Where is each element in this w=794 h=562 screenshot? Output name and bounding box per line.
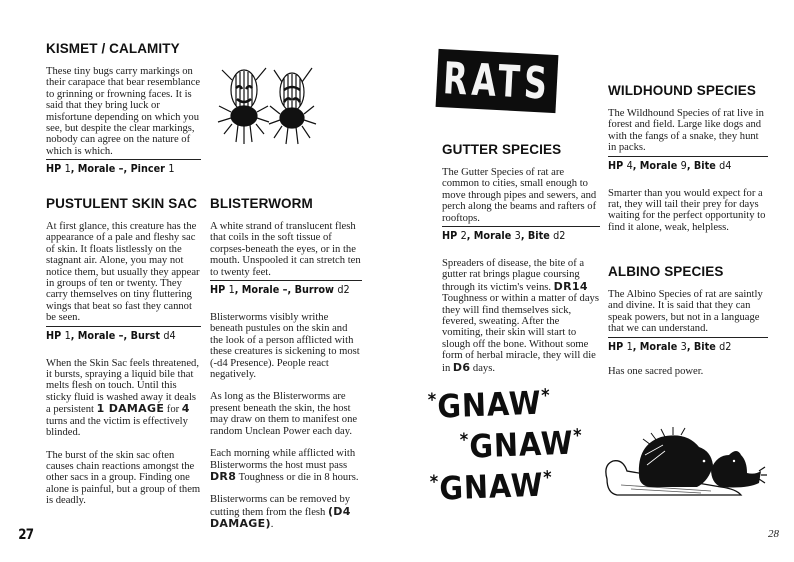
wildhound-description: The Wildhound Species of rat live in forest and field. Large like dogs and with the fangs of a snake, they hunt in packs.	[608, 108, 764, 154]
gnaw-text-2: *GNAW*	[459, 423, 583, 466]
page-right	[397, 0, 794, 562]
kismet-description: These tiny bugs carry markings on their carapace that bear resemblance to grinning or frowning faces. It is said that they bring luck or misfortune depending on which you see, but despite the clear markings, nobody can agree on the nature of which is which.	[46, 66, 201, 157]
kismet-title: KISMET / CALAMITY	[46, 41, 180, 56]
skin-sac-stats: HP 1, Morale –, Burst d4	[46, 328, 176, 342]
albino-title: ALBINO SPECIES	[608, 264, 724, 279]
rat-icon	[601, 425, 776, 500]
rats-logo	[436, 49, 559, 113]
blisterworm-para-2: As long as the Blisterworms are present beneath the skin, the host may draw on them to manifest one random Unclean Power each day.	[210, 391, 358, 437]
gutter-description: The Gutter Species of rat are common to cities, small enough to move through pipes and sewers, and perch along the beams and rafters of rooftops.	[442, 167, 597, 224]
blisterworm-title: BLISTERWORM	[210, 196, 313, 211]
creature-skin-sac	[46, 196, 201, 507]
blisterworm-stats: HP 1, Morale –, Burrow d2	[210, 283, 350, 297]
blisterworm-para-3: Each morning while afflicted with Blisterworms the host must pass DR8 Toughness or die in 8 hours.	[210, 448, 359, 483]
creature-gutter-rat	[442, 142, 600, 374]
page-number-left: 27	[18, 527, 34, 543]
rats-logo-text: RATS	[441, 52, 553, 110]
stat-divider	[46, 326, 201, 327]
creature-albino-rat	[608, 264, 768, 377]
stat-divider	[608, 156, 768, 157]
skin-sac-description: At first glance, this creature has the appearance of a pale and fleshy sac of skin. It floats listlessly on the stagnant air. Alone, you may not notice them, but usually they appear in groups of ten or twenty. They carry themselves on tiny fluttering wings that beat so fast they cannot be seen.	[46, 221, 200, 324]
gnaw-text-3: *GNAW*	[429, 465, 553, 508]
albino-para: Has one sacred power.	[608, 365, 704, 377]
gnaw-text-1: *GNAW*	[427, 383, 551, 426]
skin-sac-burst-text: When the Skin Sac feels threatened, it bursts, spraying a liquid bile that melts flesh on touch. Until this sticky fluid is washed away it deals a persistent 1 DAMAGE for 4 turns and the victim is effectively blinded.	[46, 357, 199, 439]
gutter-title: GUTTER SPECIES	[442, 142, 562, 157]
creature-kismet	[46, 41, 201, 176]
blisterworm-para-4: Blisterworms can be removed by cutting them from the flesh (D4 DAMAGE).	[210, 494, 351, 531]
blisterworm-description: A white strand of translucent flesh that coils in the soft tissue of corpses-beneath the eyes, or in the mouth. Unspooled it can stretch ten to twenty feet.	[210, 221, 361, 278]
skin-sac-title: PUSTULENT SKIN SAC	[46, 196, 198, 211]
stat-divider	[46, 159, 201, 160]
stat-divider	[442, 226, 600, 227]
stat-divider	[210, 280, 362, 281]
wildhound-stats: HP 4, Morale 9, Bite d4	[608, 158, 732, 172]
kismet-stats: HP 1, Morale –, Pincer 1	[46, 162, 175, 176]
rats-illustration	[601, 425, 776, 500]
blisterworm-para-1: Blisterworms visibly writhe beneath pustules on the skin and the look of a person afflicted with these creatures is sickening to most (-d4 Presence). People react negatively.	[210, 312, 360, 381]
stat-divider	[608, 337, 768, 338]
gutter-stats: HP 2, Morale 3, Bite d2	[442, 229, 566, 243]
albino-stats: HP 1, Morale 3, Bite d2	[608, 339, 732, 353]
creature-blisterworm	[210, 196, 362, 531]
wildhound-para: Smarter than you would expect for a rat, they will tail their prey for days waiting for the perfect opportunity to find it alone, weak, helpless.	[608, 187, 766, 233]
albino-description: The Albino Species of rat are saintly and divine. It is said that they can speak powers, but not in a language that we can understand.	[608, 289, 763, 335]
beetle-icon	[214, 62, 322, 152]
skin-sac-chain-text: The burst of the skin sac often causes chain reactions amongst the other sacs in a group. Finding one alone is painful, but a group of them is deadly.	[46, 449, 201, 507]
beetles-illustration	[214, 62, 322, 152]
wildhound-title: WILDHOUND SPECIES	[608, 83, 756, 98]
page-number-right: 28	[768, 528, 779, 540]
creature-wildhound-rat	[608, 83, 768, 233]
gutter-disease-text: Spreaders of disease, the bite of a gutter rat brings plague coursing through its victim's veins. DR14 Toughness or within a matter of days they will find themselves sick, fevered, sweating. After the vomiting, their skin will start to slough off the bone. Without some form of herbal miracle, they will die in D6 days.	[442, 258, 599, 374]
